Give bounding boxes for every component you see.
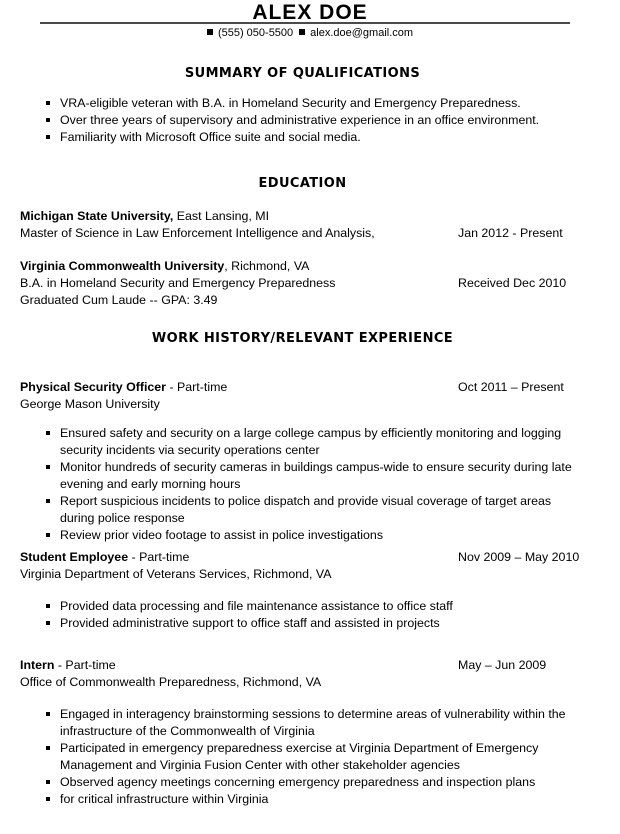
bullet-item [20,615,585,632]
section-heading-summary: SUMMARY OF QUALIFICATIONS [184,66,421,81]
job-title: Intern [20,658,55,672]
bullet-item [20,112,585,129]
person-name: ALEX DOE [252,1,368,24]
job-organization: George Mason University [20,397,160,411]
bullet-text: Over three years of supervisory and administrative experience in an office environment. [60,113,540,127]
bullet-text: Report suspicious incidents to police dispatch and provide visual coverage of target areas during police response [60,494,552,525]
school-name: Virginia Commonwealth University [20,259,225,273]
job-entry [20,549,585,632]
education-entry [20,258,585,309]
bullet-item [20,706,585,740]
job-organization: Virginia Department of Veterans Services, Richmond, VA [20,567,332,581]
bullet-text: Observed agency meetings concerning emergency preparedness and inspection plans [60,775,536,789]
bullet-icon [46,712,50,716]
job-date: May – Jun 2009 [458,658,547,672]
job-title: Student Employee [20,550,129,564]
job-entry [20,657,585,808]
bullet-icon [46,135,50,139]
bullet-icon [46,431,50,435]
job-employment-type: - Part-time [128,550,190,564]
job-entry [20,379,585,544]
phone-number: (555) 050-5500 [217,27,294,39]
school-location: , Richmond, VA [224,259,310,273]
job-bullet-list [20,598,585,632]
bullet-item [20,527,585,544]
education-date: Received Dec 2010 [458,276,567,290]
bullet-item [20,129,585,146]
bullet-item [20,791,585,808]
job-title: Physical Security Officer [20,380,167,394]
job-organization: Office of Commonwealth Preparedness, Richmond, VA [20,675,322,689]
job-employment-type: - Part-time [54,658,116,672]
bullet-item [20,598,585,615]
bullet-icon [46,499,50,503]
job-title-line [20,549,585,566]
bullet-icon [46,797,50,801]
education-entry [20,208,585,242]
summary-bullet-list [20,95,585,146]
bullet-text: for critical infrastructure within Virginia [60,792,269,806]
job-date: Nov 2009 – May 2010 [458,550,580,564]
bullet-icon [46,101,50,105]
bullet-icon [46,604,50,608]
bullet-icon [46,746,50,750]
bullet-text: Provided data processing and file maintenance assistance to office staff [60,599,453,613]
bullet-icon [46,621,50,625]
education-school-line [20,258,585,275]
job-bullet-list [20,425,585,544]
bullet-text: Monitor hundreds of security cameras in buildings campus-wide to ensure security during late evening and early morning hours [60,460,572,491]
bullet-text: Familiarity with Microsoft Office suite and social media. [60,130,361,144]
bullet-icon [46,533,50,537]
email-address: alex.doe@gmail.com [310,27,414,39]
education-note-line: Graduated Cum Laude -- GPA: 3.49 [20,293,218,307]
bullet-text: VRA-eligible veteran with B.A. in Homeland Security and Emergency Preparedness. [60,96,521,110]
bullet-item [20,774,585,791]
job-bullet-list [20,706,585,808]
bullet-item [20,95,585,112]
bullet-item [20,459,585,493]
job-date: Oct 2011 – Present [458,380,564,394]
education-degree-line [20,275,585,292]
bullet-item [20,493,585,527]
job-title-line [20,379,585,396]
bullet-text: Ensured safety and security on a large college campus by efficiently monitoring and logging security incidents via security operations center [60,426,562,457]
degree-name: Master of Science in Law Enforcement Intelligence and Analysis, [20,226,375,240]
school-name: Michigan State University, [20,209,174,223]
contact-line [0,27,620,39]
degree-name: B.A. in Homeland Security and Emergency Preparedness [20,276,336,290]
bullet-text: Participated in emergency preparedness exercise at Virginia Department of Emergency Management and Virginia Fusion Center with other stakeholder agencies [60,741,539,772]
section-heading-education: EDUCATION [258,176,347,191]
section-heading-experience: WORK HISTORY/RELEVANT EXPERIENCE [151,331,454,346]
bullet-text: Engaged in interagency brainstorming sessions to determine areas of vulnerability within the infrastructure of the Commonwealth of Virginia [60,707,566,738]
bullet-text: Review prior video footage to assist in police investigations [60,528,384,542]
bullet-text: Provided administrative support to office staff and assisted in projects [60,616,440,630]
bullet-item [20,425,585,459]
school-location: East Lansing, MI [173,209,270,223]
job-employment-type: - Part-time [166,380,228,394]
bullet-icon [46,118,50,122]
square-bullet-icon [299,29,305,35]
education-school-line [20,208,585,225]
education-degree-line [20,225,585,242]
job-title-line [20,657,585,674]
education-date: Jan 2012 - Present [458,226,563,240]
square-bullet-icon [207,29,213,35]
bullet-item [20,740,585,774]
bullet-icon [46,465,50,469]
resume-body [0,67,620,808]
bullet-icon [46,780,50,784]
